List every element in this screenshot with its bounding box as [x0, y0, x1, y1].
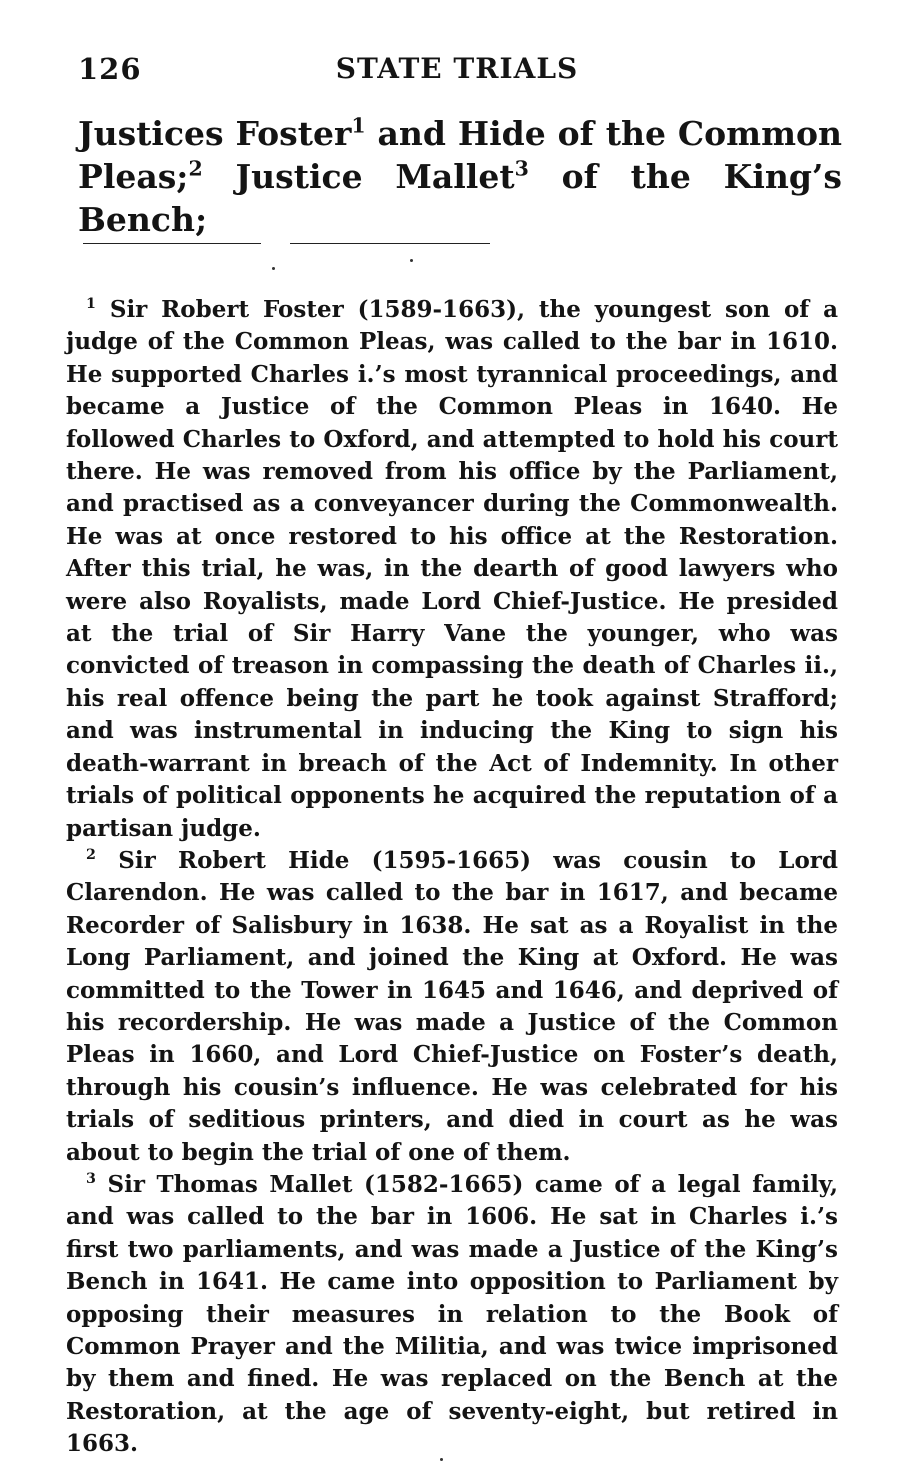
footnote-marker: 2 — [86, 847, 96, 864]
footnote-marker: 1 — [86, 296, 96, 313]
footnote-ref[interactable]: 1 — [351, 113, 366, 138]
footnote-text: Sir Robert Foster (1589-1663), the youngest son of a judge of the Common Pleas, was called to the bar in 1610. He supported Charles i.’s most tyrannical proceedings, and became a Justice of the Common Pleas in 1640. He followed Charles to Oxford, and attempted to hold his court there. He was removed from his office by the Parliament, and practised as a conveyancer during the Commonwealth. He was at once restored to his office at the Restoration. After this trial, he was, in the dearth of good lawyers who were also Royalists, made Lord Chief-Justice. He presided at the trial of Sir Harry Vane the younger, who was convicted of treason in compassing the death of Charles ii., his real offence being the part he took against Strafford; and was instrumental in inducing the King to sign his death-warrant in breach of the Act of Indemnity. In other trials of political opponents he acquired the reputation of a partisan judge. — [66, 296, 838, 842]
footnote-ref[interactable]: 2 — [188, 156, 203, 181]
body-text-part: Justices Foster — [78, 114, 352, 153]
footnotes — [66, 294, 838, 1461]
body-text-part: Justice Mallet — [202, 157, 515, 196]
footnote-text: Sir Robert Hide (1595-1665) was cousin to Lord Clarendon. He was called to the bar in 1617, and became Recorder of Salisbury in 1638. He sat as a Royalist in the Long Parliament, and joined the King at Oxford. He was committed to the Tower in 1645 and 1646, and deprived of his recordership. He was made a Justice of the Common Pleas in 1660, and Lord Chief-Justice on Foster’s death, through his cousin’s influence. He was celebrated for his trials of seditious printers, and died in court as he was about to begin the trial of one of them. — [66, 846, 838, 1166]
print-speck — [272, 267, 275, 270]
body-text — [78, 112, 842, 241]
body-text-part: and Hide of the Common Pleas; — [78, 114, 842, 196]
footnote — [66, 294, 838, 845]
page-header — [72, 52, 842, 92]
footnote — [66, 845, 838, 1169]
footnote-ref[interactable]: 3 — [514, 156, 529, 181]
footnote-separator-rule — [290, 243, 490, 244]
footnote — [66, 1169, 838, 1461]
footnote-marker: 3 — [86, 1171, 96, 1188]
print-speck — [410, 259, 413, 262]
footnote-text: Sir Thomas Mallet (1582-1665) came of a legal family, and was called to the bar in 1606. He sat in Charles i.’s first two parliaments, and was made a Justice of the King’s Bench in 1641. He came into opposition to Parliament by opposing their measures in relation to the Book of Common Prayer and the Militia, and was twice imprisoned by them and fined. He was replaced on the Bench at the Restoration, at the age of seventy-eight, but retired in 1663. — [66, 1170, 838, 1458]
body-text-part: of the King’s Bench; — [78, 157, 842, 239]
page-number: 126 — [78, 52, 142, 86]
footnote-separator-rule — [83, 243, 261, 244]
running-head: STATE TRIALS — [335, 52, 579, 85]
